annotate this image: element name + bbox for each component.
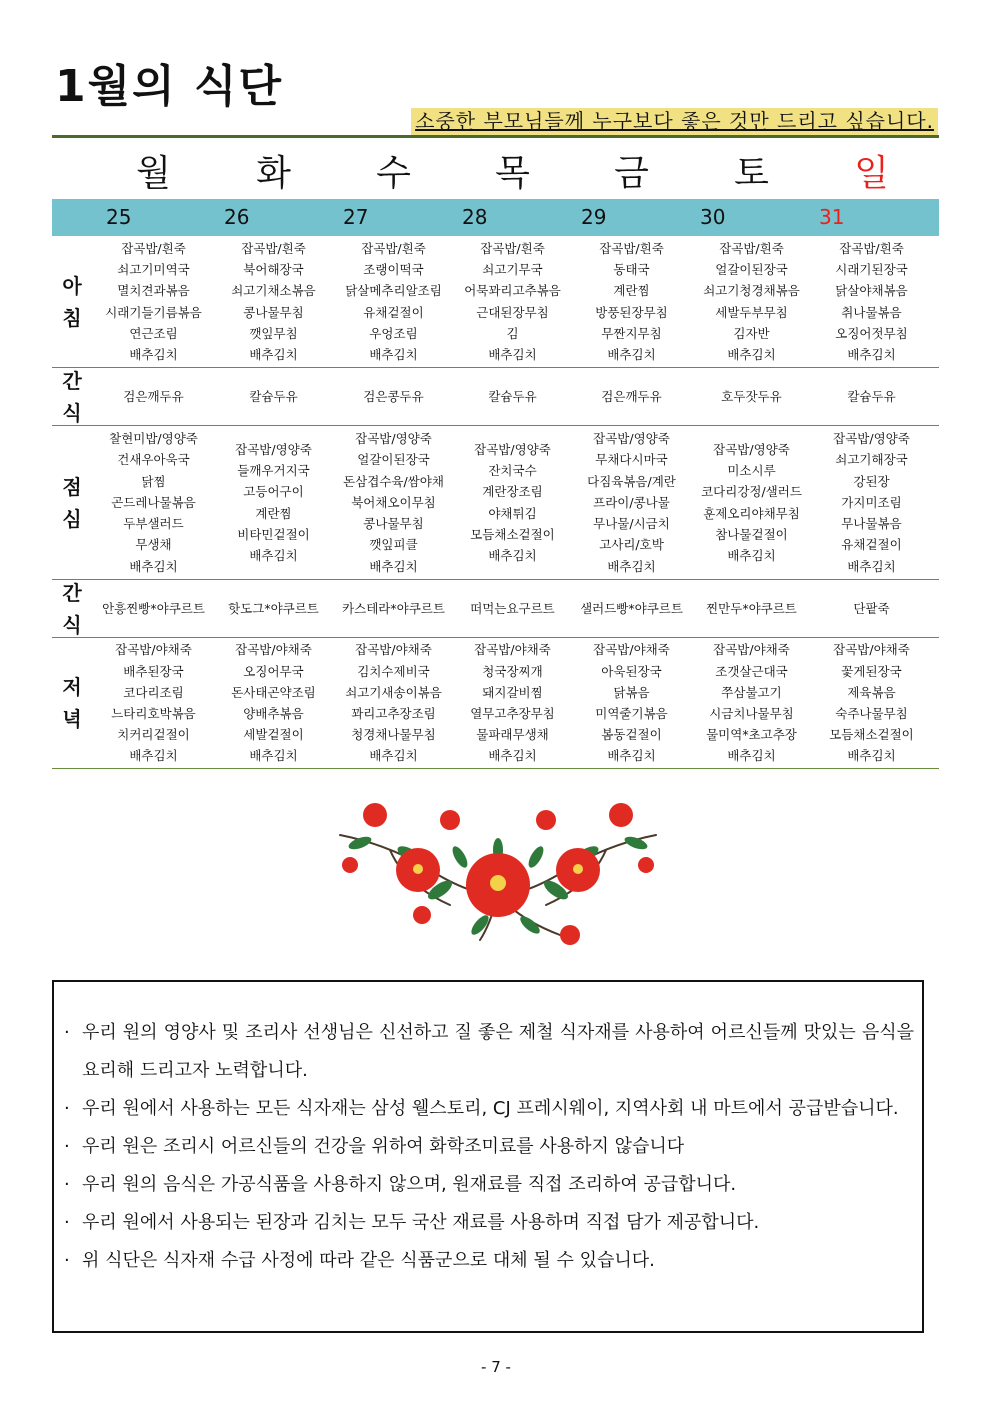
- menu-cell: [812, 638, 931, 768]
- menu-item: 칼슘두유: [249, 388, 298, 404]
- menu-item: 잡곡밥/영양죽: [235, 441, 312, 457]
- meal-label-char: 저: [62, 675, 82, 699]
- menu-item: 꽃게된장국: [841, 663, 902, 679]
- menu-item: 배추김치: [847, 346, 896, 362]
- menu-item: 우엉조림: [369, 325, 418, 341]
- menu-item: 배추김치: [369, 748, 418, 764]
- menu-item: 김치수제비국: [357, 663, 430, 679]
- menu-item: 양배추볶음: [243, 706, 304, 721]
- menu-item: 배추김치: [847, 558, 896, 574]
- menu-item: 잡곡밥/흰죽: [719, 240, 784, 256]
- menu-item: 숙주나물무침: [835, 706, 908, 721]
- meal-label-char: 침: [62, 305, 82, 330]
- page-number: - 7 -: [481, 1358, 511, 1376]
- menu-item: 건새우아욱국: [117, 452, 190, 468]
- menu-item: 배추김치: [249, 748, 298, 764]
- menu-cell: [453, 580, 572, 637]
- menu-item: 잡곡밥/영양죽: [593, 431, 670, 447]
- menu-item: 잔치국수: [488, 463, 537, 479]
- menu-cell: [692, 638, 811, 768]
- menu-item: 무생채: [135, 537, 172, 553]
- menu-item: 잡곡밥/영양죽: [355, 431, 432, 447]
- meal-row-lunch: [52, 426, 939, 580]
- notice-item: · 우리 원의 음식은 가공식품을 사용하지 않으며, 원재료를 직접 조리하여 공급합니다.: [62, 1166, 914, 1204]
- meal-label: [52, 368, 92, 425]
- menu-item: 김자반: [733, 325, 770, 341]
- menu-item: 세발두부무침: [715, 304, 788, 320]
- menu-item: 아욱된장국: [601, 663, 662, 679]
- menu-item: 단팥죽: [853, 600, 890, 616]
- camellia-illustration: [330, 795, 666, 953]
- menu-item: 시금치나물무침: [709, 706, 794, 721]
- weekday-3: 수: [376, 153, 411, 194]
- menu-cell: [214, 368, 333, 425]
- date-2: 26: [224, 205, 250, 229]
- menu-cell: [812, 236, 931, 367]
- menu-item: 봄동겉절이: [601, 727, 662, 743]
- menu-item: 배추김치: [847, 748, 896, 764]
- menu-cell: [692, 580, 811, 637]
- meal-label-char: 점: [62, 474, 82, 499]
- menu-item: 꽈리고추장조림: [351, 706, 436, 721]
- menu-item: 모듬채소겉절이: [470, 526, 555, 542]
- menu-cell: [334, 638, 453, 768]
- menu-item: 떠먹는요구르트: [470, 600, 555, 616]
- menu-item: 닭살야채볶음: [835, 283, 908, 299]
- menu-item: 잡곡밥/야채죽: [115, 642, 192, 658]
- menu-item: 강된장: [853, 473, 890, 489]
- menu-cell: [334, 368, 453, 425]
- menu-item: 오징어젓무침: [835, 325, 908, 341]
- menu-cell: [214, 426, 333, 579]
- menu-item: 쇠고기해장국: [835, 452, 908, 468]
- menu-item: 야채튀김: [488, 505, 537, 521]
- menu-item: 콩나물무침: [363, 516, 424, 532]
- menu-item: 돈삼겹수육/쌈야채: [343, 473, 444, 489]
- menu-item: 무채다시마국: [595, 452, 668, 468]
- menu-item: 닭찜: [141, 473, 166, 489]
- notice-item: · 우리 원에서 사용하는 모든 식자재는 삼성 웰스토리, CJ 프레시웨이, 지역사회 내 마트에서 공급받습니다.: [62, 1090, 914, 1128]
- meal-label-char: 아: [62, 273, 82, 298]
- menu-item: 안흥찐빵*야쿠르트: [102, 600, 205, 616]
- meal-row-dinner: [52, 638, 939, 769]
- date-5: 29: [581, 205, 607, 229]
- menu-item: 깻잎무침: [249, 325, 298, 341]
- menu-item: 배추김치: [129, 346, 178, 362]
- menu-cell: [812, 368, 931, 425]
- menu-item: 열무고추장무침: [470, 706, 555, 721]
- menu-cell: [572, 426, 691, 579]
- meal-label-char: 식: [62, 400, 82, 425]
- menu-cell: [94, 368, 213, 425]
- menu-item: 가지미조림: [841, 494, 902, 510]
- menu-item: 잡곡밥/영양죽: [833, 431, 910, 447]
- menu-item: 쇠고기무국: [482, 262, 543, 278]
- menu-item: 배추김치: [488, 346, 537, 362]
- menu-cell: [692, 236, 811, 367]
- menu-item: 핫도그*야쿠르트: [228, 600, 319, 616]
- meal-row-breakfast: [52, 236, 939, 368]
- menu-item: 돼지갈비찜: [482, 684, 543, 700]
- menu-cell: [214, 580, 333, 637]
- menu-item: 쭈삼불고기: [721, 684, 782, 700]
- menu-item: 잡곡밥/흰죽: [121, 240, 186, 256]
- menu-item: 무나물볶음: [841, 516, 902, 532]
- menu-item: 코다리조림: [123, 684, 184, 700]
- date-1: 25: [106, 205, 132, 229]
- menu-item: 배추김치: [727, 547, 776, 563]
- notice-box: [52, 980, 924, 1333]
- menu-cell: [812, 580, 931, 637]
- menu-item: 고사리/호박: [599, 537, 664, 553]
- date-bar: [52, 199, 939, 236]
- menu-item: 돈사태곤약조림: [231, 684, 316, 700]
- menu-cell: [94, 638, 213, 768]
- menu-item: 조랭이떡국: [363, 262, 424, 278]
- menu-cell: [453, 368, 572, 425]
- notice-item: · 우리 원에서 사용되는 된장과 김치는 모두 국산 재료를 사용하며 직접 담가 제공합니다.: [62, 1204, 914, 1242]
- menu-item: 배추김치: [607, 558, 656, 574]
- menu-item: 조갯살근대국: [715, 663, 788, 679]
- meal-label: [52, 426, 92, 579]
- menu-item: 프라이/콩나물: [593, 494, 670, 510]
- notice-item: · 우리 원은 조리시 어르신들의 건강을 위하여 화학조미료를 사용하지 않습니다: [62, 1128, 914, 1166]
- menu-item: 모듬채소겉절이: [829, 727, 914, 743]
- menu-item: 무나물/시금치: [593, 516, 670, 532]
- menu-cell: [692, 426, 811, 579]
- menu-item: 잡곡밥/야채죽: [833, 642, 910, 658]
- menu-item: 깻잎피클: [369, 537, 418, 553]
- weekday-5: 금: [614, 153, 649, 194]
- menu-item: 취나물볶음: [841, 304, 902, 320]
- menu-item: 비타민겉절이: [237, 526, 310, 542]
- menu-cell: [334, 580, 453, 637]
- menu-item: 잡곡밥/야채죽: [713, 642, 790, 658]
- meal-label-char: 식: [62, 612, 82, 637]
- meal-label-char: 간: [62, 580, 82, 605]
- menu-item: 두부샐러드: [123, 516, 184, 532]
- menu-item: 쇠고기청경채볶음: [703, 283, 800, 299]
- menu-item: 계란장조림: [482, 484, 543, 500]
- menu-item: 잡곡밥/흰죽: [480, 240, 545, 256]
- meal-label: [52, 580, 92, 637]
- meal-label-char: 녁: [62, 707, 82, 731]
- menu-cell: [572, 638, 691, 768]
- menu-item: 북어해장국: [243, 262, 304, 278]
- menu-item: 김: [506, 325, 519, 341]
- weekday-2: 화: [256, 153, 291, 194]
- menu-item: 고등어구이: [243, 484, 304, 500]
- weekday-6: 토: [734, 153, 769, 194]
- meal-row-afternoon-snack: [52, 580, 939, 638]
- menu-item: 근대된장무침: [476, 304, 549, 320]
- menu-item: 어묵꽈리고추볶음: [464, 283, 561, 299]
- menu-cell: [572, 236, 691, 367]
- menu-item: 무짠지무침: [601, 325, 662, 341]
- date-3: 27: [343, 205, 369, 229]
- menu-item: 훈제오리야채무침: [703, 505, 800, 521]
- meal-label-char: 간: [62, 368, 82, 393]
- menu-item: 잡곡밥/야채죽: [355, 642, 432, 658]
- weekday-header: [52, 150, 939, 198]
- menu-item: 청국장찌개: [482, 663, 543, 679]
- menu-item: 배추김치: [249, 346, 298, 362]
- menu-item: 코다리강정/샐러드: [701, 484, 802, 500]
- menu-item: 배추김치: [129, 748, 178, 764]
- menu-item: 배추된장국: [123, 663, 184, 679]
- menu-item: 잡곡밥/영양죽: [474, 441, 551, 457]
- menu-item: 찰현미밥/영양죽: [109, 431, 198, 447]
- meal-label: [52, 236, 92, 367]
- menu-item: 검은깨두유: [123, 388, 184, 404]
- menu-cell: [453, 236, 572, 367]
- meal-label-char: 심: [62, 506, 82, 531]
- page-subtitle: 소중한 부모님들께 누구보다 좋은 것만 드리고 싶습니다.: [411, 108, 938, 135]
- menu-item: 제육볶음: [847, 684, 896, 700]
- menu-item: 들깨우거지국: [237, 463, 310, 479]
- menu-item: 쇠고기미역국: [117, 262, 190, 278]
- menu-item: 동태국: [613, 262, 650, 278]
- menu-item: 느타리호박볶음: [111, 706, 196, 721]
- menu-item: 유채겉절이: [841, 537, 902, 553]
- menu-item: 콩나물무침: [243, 304, 304, 320]
- date-4: 28: [462, 205, 488, 229]
- menu-item: 배추김치: [129, 558, 178, 574]
- menu-item: 곤드레나물볶음: [111, 494, 196, 510]
- menu-item: 배추김치: [369, 558, 418, 574]
- menu-item: 잡곡밥/흰죽: [839, 240, 904, 256]
- weekday-1: 월: [136, 153, 171, 194]
- menu-item: 샐러드빵*야쿠르트: [580, 600, 683, 616]
- menu-item: 시래기들기름볶음: [105, 304, 202, 320]
- menu-item: 검은깨두유: [601, 388, 662, 404]
- notice-item: · 위 식단은 식자재 수급 사정에 따라 같은 식품군으로 대체 될 수 있습니다.: [62, 1242, 914, 1280]
- menu-item: 배추김치: [488, 547, 537, 563]
- menu-item: 배추김치: [607, 346, 656, 362]
- menu-item: 배추김치: [488, 748, 537, 764]
- menu-item: 배추김치: [607, 748, 656, 764]
- menu-item: 방풍된장무침: [595, 304, 668, 320]
- meal-row-morning-snack: [52, 368, 939, 426]
- date-6: 30: [700, 205, 726, 229]
- menu-item: 칼슘두유: [847, 388, 896, 404]
- menu-item: 세발겉절이: [243, 727, 304, 743]
- menu-item: 다짐육볶음/계란: [587, 473, 676, 489]
- menu-item: 배추김치: [727, 346, 776, 362]
- menu-item: 오징어무국: [243, 663, 304, 679]
- menu-cell: [334, 236, 453, 367]
- weekday-7: 일: [854, 153, 889, 194]
- menu-item: 물파래무생채: [476, 727, 549, 743]
- menu-item: 검은콩두유: [363, 388, 424, 404]
- menu-item: 잡곡밥/흰죽: [241, 240, 306, 256]
- menu-item: 잡곡밥/야채죽: [235, 642, 312, 658]
- menu-item: 물미역*초고추장: [706, 727, 797, 743]
- menu-cell: [692, 368, 811, 425]
- menu-cell: [94, 580, 213, 637]
- menu-item: 연근조림: [129, 325, 178, 341]
- menu-item: 참나물겉절이: [715, 526, 788, 542]
- menu-item: 쇠고기채소볶음: [231, 283, 316, 299]
- menu-item: 배추김치: [727, 748, 776, 764]
- menu-item: 카스테라*야쿠르트: [342, 600, 445, 616]
- menu-item: 미역줄기볶음: [595, 706, 668, 721]
- menu-cell: [572, 368, 691, 425]
- date-7: 31: [819, 205, 845, 229]
- menu-item: 닭볶음: [613, 684, 650, 700]
- menu-cell: [334, 426, 453, 579]
- menu-item: 멸치견과볶음: [117, 283, 190, 299]
- menu-item: 잡곡밥/야채죽: [593, 642, 670, 658]
- menu-item: 미소시루: [727, 463, 776, 479]
- menu-cell: [94, 236, 213, 367]
- menu-cell: [214, 236, 333, 367]
- menu-item: 북어채오이무침: [351, 494, 436, 510]
- menu-item: 잡곡밥/흰죽: [361, 240, 426, 256]
- menu-item: 시래기된장국: [835, 262, 908, 278]
- menu-item: 얼갈이된장국: [715, 262, 788, 278]
- menu-cell: [812, 426, 931, 579]
- menu-item: 잡곡밥/흰죽: [599, 240, 664, 256]
- menu-cell: [214, 638, 333, 768]
- menu-item: 찐만두*야쿠르트: [706, 600, 797, 616]
- weekday-4: 목: [495, 153, 530, 194]
- menu-item: 계란찜: [255, 505, 292, 521]
- meal-label: [52, 638, 92, 768]
- menu-item: 쇠고기새송이볶음: [345, 684, 442, 700]
- menu-item: 잡곡밥/영양죽: [713, 441, 790, 457]
- menu-item: 닭살메추리알조림: [345, 283, 442, 299]
- menu-cell: [94, 426, 213, 579]
- menu-item: 배추김치: [249, 547, 298, 563]
- menu-item: 계란찜: [613, 283, 650, 299]
- menu-cell: [453, 426, 572, 579]
- menu-item: 유채겉절이: [363, 304, 424, 320]
- menu-cell: [572, 580, 691, 637]
- menu-item: 얼갈이된장국: [357, 452, 430, 468]
- menu-item: 잡곡밥/야채죽: [474, 642, 551, 658]
- menu-item: 청경채나물무침: [351, 727, 436, 743]
- menu-item: 호두잣두유: [721, 388, 782, 404]
- notice-item: · 우리 원의 영양사 및 조리사 선생님은 신선하고 질 좋은 제철 식자재를 사용하여 어르신들께 맛있는 음식을 요리해 드리고자 노력합니다.: [62, 1014, 914, 1090]
- menu-item: 배추김치: [369, 346, 418, 362]
- menu-item: 칼슘두유: [488, 388, 537, 404]
- page-title: 1월의 식단: [55, 61, 283, 112]
- menu-cell: [453, 638, 572, 768]
- menu-item: 치커리겉절이: [117, 727, 190, 743]
- title-rule: [52, 135, 939, 138]
